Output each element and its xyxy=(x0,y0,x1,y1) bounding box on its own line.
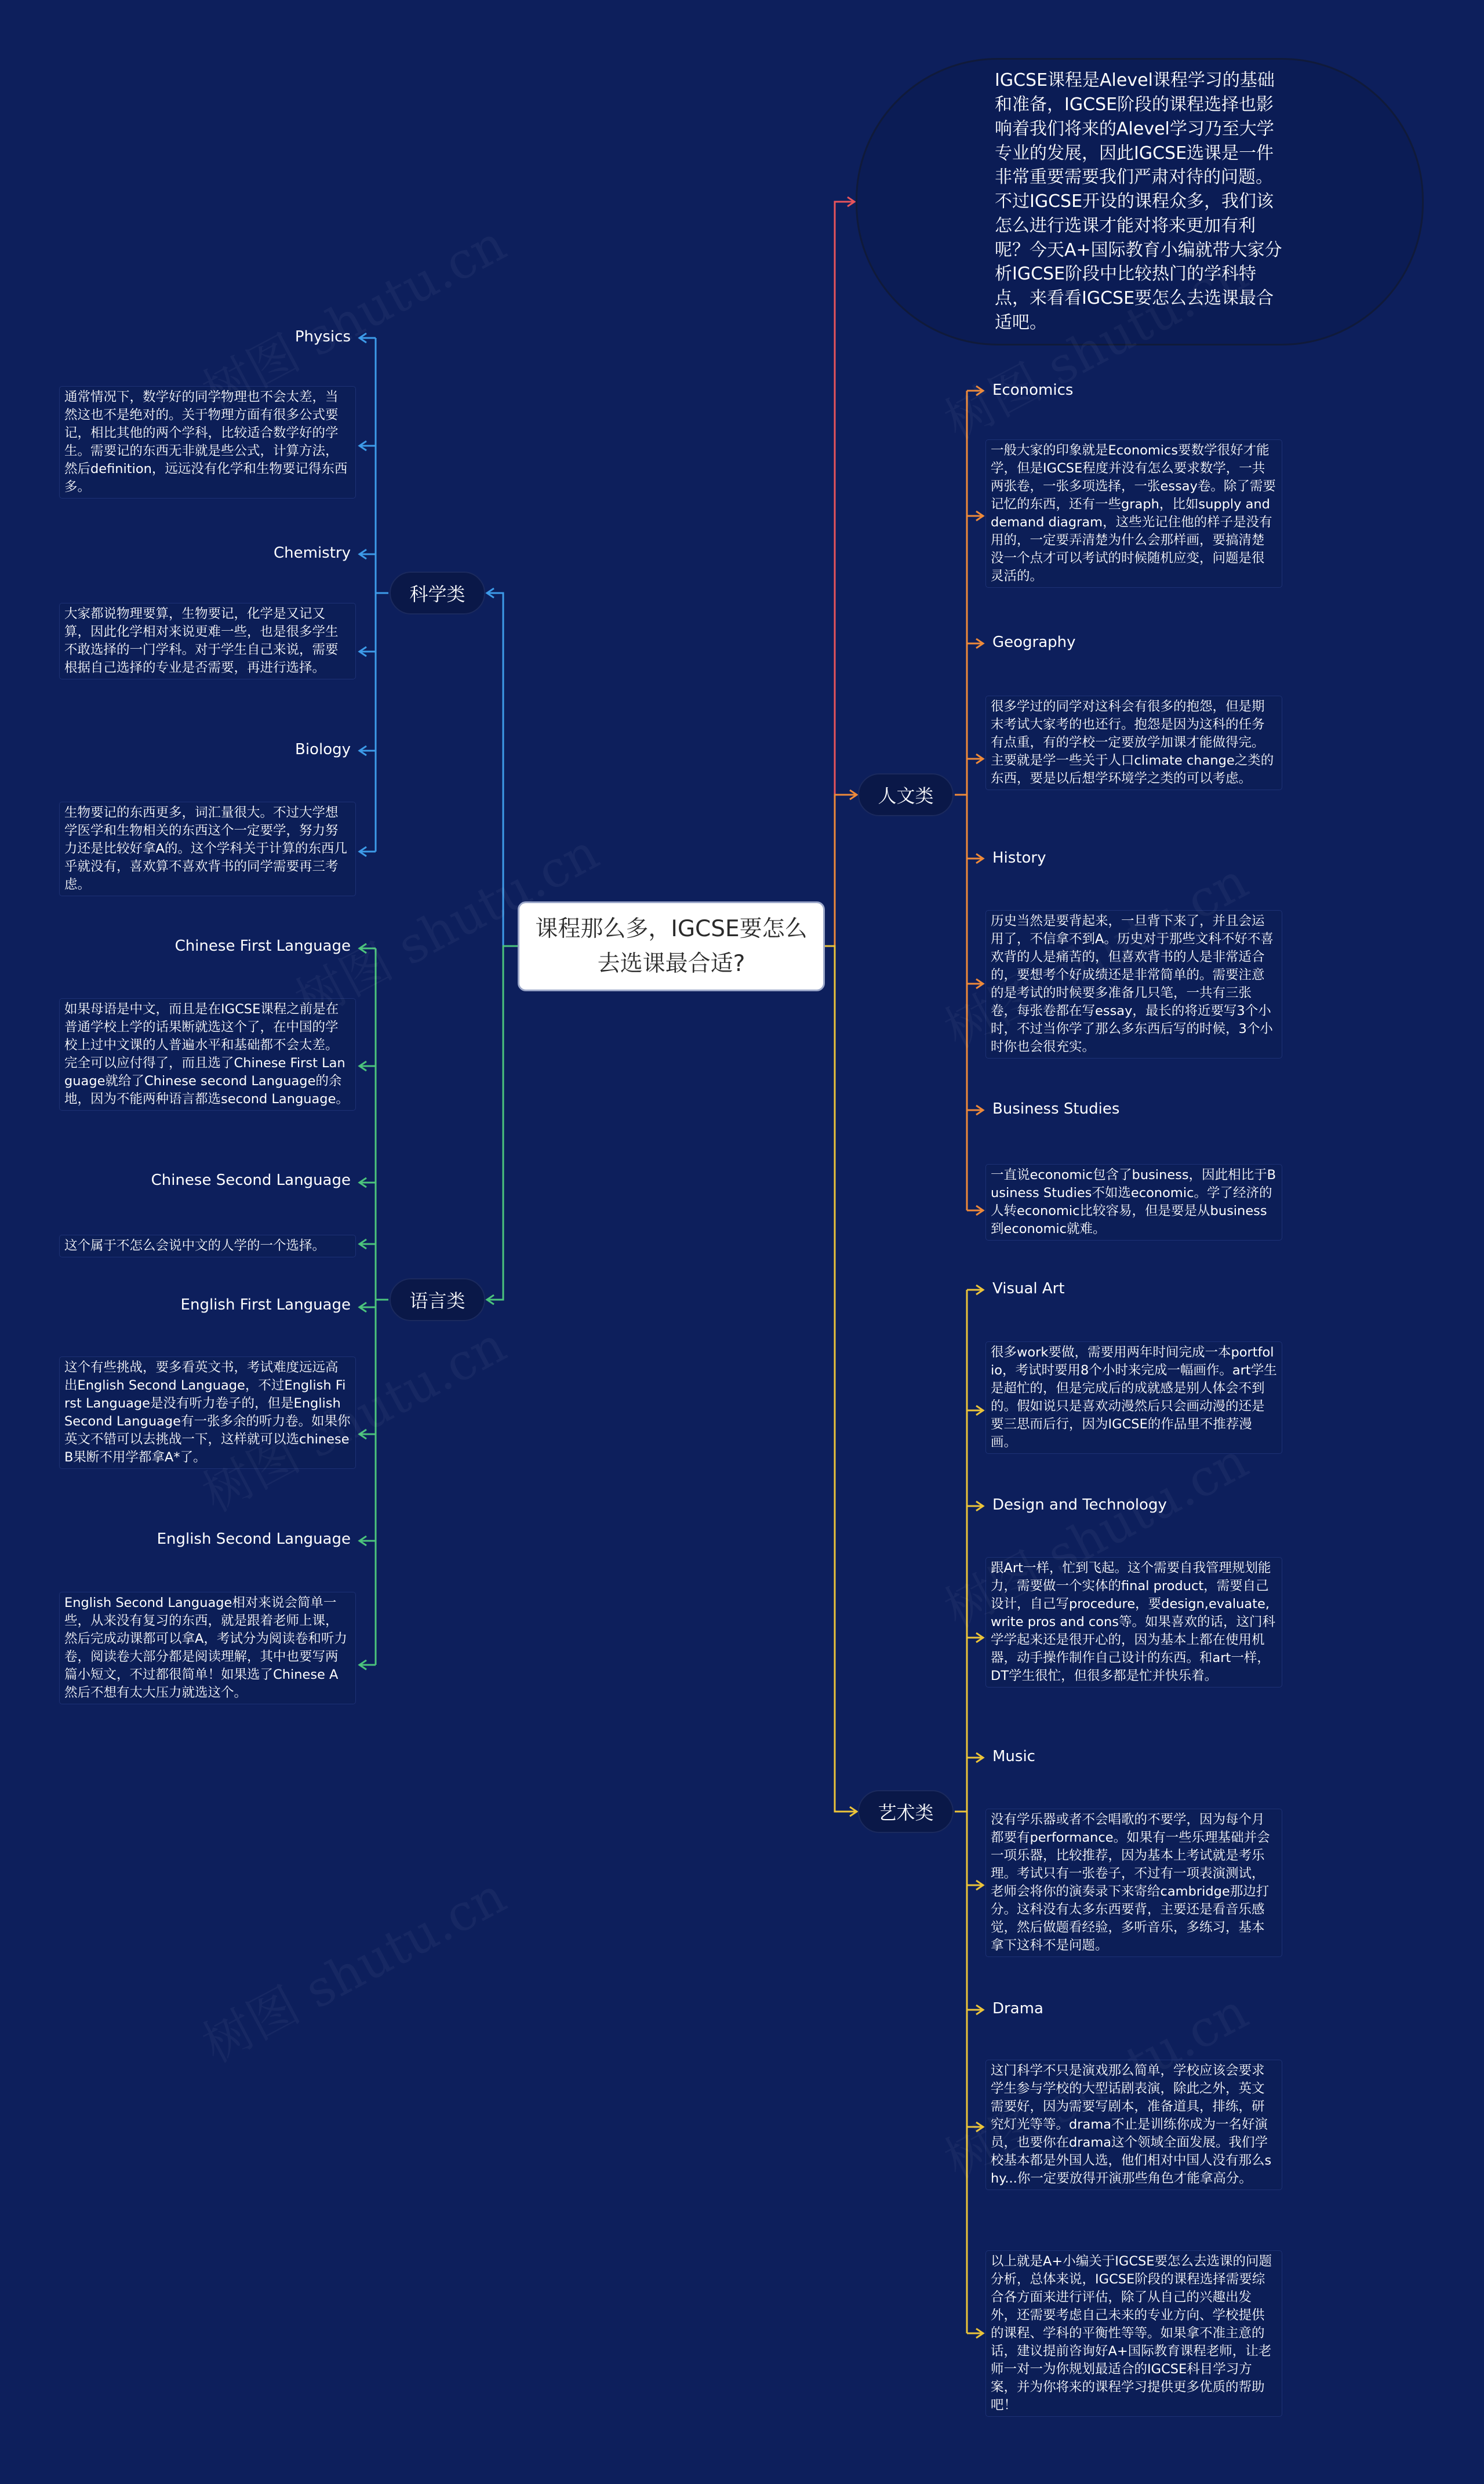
conclusion-text: 以上就是A+小编关于IGCSE要怎么去选课的问题分析，总体来说，IGCSE阶段的课程选择需要综合各方面来进行评估，除了从自己的兴趣出发外，还需要考虑自己未来的专业方向、学校提供的课程、学科的平衡性等等。如果拿不准主意的话，建议提前咨询好A+国际教育课程老师，让老师一对一为你规划最适合的IGCSE科目学习方案，并为你将来的课程学习提供更多优质的帮助吧！ xyxy=(985,2250,1282,2417)
leaf-drama[interactable]: Drama xyxy=(992,2000,1043,2017)
intro-text: IGCSE课程是Alevel课程学习的基础和准备，IGCSE阶段的课程选择也影响着我们将来的Alevel学习乃至大学专业的发展，因此IGCSE选课是一件非常重要需要我们严肃对待的问题。不过IGCSE开设的课程众多，我们该怎么进行选课才能对将来更加有利呢？今天A+国际教育小编就带大家分析IGCSE阶段中比较热门的学科特点，来看看IGCSE要怎么去选课最合适吧。 xyxy=(995,70,1282,333)
desc-economics: 一般大家的印象就是Economics要数学很好才能学，但是IGCSE程度并没有怎么要求数学，一共两张卷，一张多项选择，一张essay卷。除了需要记忆的东西，还有一些graph，比如supply and demand diagram，这些光记住他的样子是没有用的，一定要弄清楚为什么会那样画，要搞清楚没一个点才可以考试的时候随机应变，问题是很灵活的。 xyxy=(985,439,1282,588)
branch-arts-label: 艺术类 xyxy=(878,1802,934,1824)
branch-humanities[interactable] xyxy=(858,773,954,816)
desc-history: 历史当然是要背起来，一旦背下来了，并且会运用了，不信拿不到A。历史对于那些文科不好不喜欢背的人是痛苦的，但喜欢背书的人是非常适合的，要想考个好成绩还是非常简单的。需要注意的是考试的时候要多准备几只笔，一共有三张卷，每张卷都在写essay，最长的将近要写3个小时，不过当你学了那么多东西后写的时候，3个小时你也会很充实。 xyxy=(985,910,1282,1059)
desc-chemistry: 大家都说物理要算，生物要记，化学是又记又算，因此化学相对来说更难一些，也是很多学生不敢选择的一门学科。对于学生自己来说，需要根据自己选择的专业是否需要，再进行选择。 xyxy=(59,603,356,679)
desc-business: 一直说economic包含了business，因此相比于Business Studies不如选economic。学了经济的人转economic比较容易，但是要是从business到economic就难。 xyxy=(985,1164,1282,1241)
leaf-physics[interactable]: Physics xyxy=(294,328,351,345)
desc-physics: 通常情况下，数学好的同学物理也不会太差，当然这也不是绝对的。关于物理方面有很多公式要记，相比其他的两个学科，比较适合数学好的学生。需要记的东西无非就是些公式，计算方法，然后definition，远远没有化学和生物要记得东西多。 xyxy=(59,386,356,499)
leaf-chinese-first[interactable]: Chinese First Language xyxy=(174,937,351,955)
desc-drama: 这门科学不只是演戏那么简单，学校应该会要求学生参与学校的大型话剧表演，除此之外，英文需要好，因为需要写剧本，准备道具，排练，研究灯光等等。drama不止是训练你成为一名好演员，也要你在drama这个领域全面发展。我们学校基本都是外国人选，他们相对中国人没有那么shy...你一定要放得开演那些角色才能拿高分。 xyxy=(985,2060,1282,2190)
desc-geography: 很多学过的同学对这科会有很多的抱怨，但是期末考试大家考的也还行。抱怨是因为这科的任务有点重，有的学校一定要放学加课才能做得完。主要就是学一些关于人口climate change之类的东西，要是以后想学环境学之类的可以考虑。 xyxy=(985,696,1282,790)
desc-english-first: 这个有些挑战，要多看英文书，考试难度远远高出English Second Language，不过English First Language是没有听力卷子的，但是English Second Language有一张多余的听力卷。如果你英文不错可以去挑战一下，这样就可以选chinese B果断不用学都拿A*了。 xyxy=(59,1356,356,1469)
leaf-music[interactable]: Music xyxy=(992,1748,1035,1765)
branch-language-label: 语言类 xyxy=(409,1290,465,1312)
leaf-business[interactable]: Business Studies xyxy=(992,1100,1120,1118)
link-root-branch xyxy=(487,593,518,946)
branch-humanities-label: 人文类 xyxy=(878,785,934,807)
branch-science-label: 科学类 xyxy=(409,583,465,605)
root-title: 课程那么多，IGCSE要怎么去选课最合适? xyxy=(535,915,808,977)
leaf-economics[interactable]: Economics xyxy=(992,381,1074,399)
desc-chinese-second: 这个属于不怎么会说中文的人学的一个选择。 xyxy=(59,1235,356,1257)
leaf-biology[interactable]: Biology xyxy=(295,741,351,758)
leaf-geography[interactable]: Geography xyxy=(992,634,1076,651)
branch-language[interactable] xyxy=(390,1278,485,1321)
leaf-history[interactable]: History xyxy=(992,849,1046,867)
link-root-branch xyxy=(487,946,518,1300)
link-root-branch xyxy=(825,946,857,1812)
branch-arts[interactable] xyxy=(858,1790,954,1833)
root-topic[interactable] xyxy=(518,901,825,991)
desc-music: 没有学乐器或者不会唱歌的不要学，因为每个月都要有performance。如果有一些乐理基础并会一项乐器，比较推荐，因为基本上考试就是考乐理。考试只有一张卷子，不过有一项表演测试，老师会将你的演奏录下来寄给cambridge那边打分。这科没有太多东西要背，主要还是看音乐感觉，然后做题看经验，多听音乐，多练习，基本拿下这科不是问题。 xyxy=(985,1809,1282,1957)
leaf-design-technology[interactable]: Design and Technology xyxy=(992,1496,1167,1514)
leaf-chemistry[interactable]: Chemistry xyxy=(274,544,351,562)
desc-english-second: English Second Language相对来说会简单一些，从来没有复习的东西，就是跟着老师上课，然后完成动课都可以拿A，考试分为阅读卷和听力卷，阅读卷大部分都是阅读理解，其中也要写两篇小短文，不过都很简单！如果选了Chinese A然后不想有太大压力就选这个。 xyxy=(59,1592,356,1704)
desc-chinese-first: 如果母语是中文，而且是在IGCSE课程之前是在普通学校上学的话果断就选这个了，在中国的学校上过中文课的人普遍水平和基础都不会太差。完全可以应付得了，而且选了Chinese First Language就给了Chinese second Language的余地，因为不能两种语言都选second Language。 xyxy=(59,998,356,1111)
leaf-visual-art[interactable]: Visual Art xyxy=(992,1280,1065,1297)
branch-science[interactable] xyxy=(390,572,485,614)
desc-visual-art: 很多work要做，需要用两年时间完成一本portfolio，考试时要用8个小时来完成一幅画作。art学生是超忙的，但是完成后的成就感是别人体会不到的。假如说只是喜欢动漫然后只会画动漫的还是要三思而后行，因为IGCSE的作品里不推荐漫画。 xyxy=(985,1341,1282,1454)
leaf-english-first[interactable]: English First Language xyxy=(180,1296,351,1314)
link-root-branch xyxy=(825,795,857,946)
intro-bubble[interactable] xyxy=(856,58,1424,345)
desc-biology: 生物要记的东西更多，词汇量很大。不过大学想学医学和生物相关的东西这个一定要学，努力努力还是比较好拿A的。这个学科关于计算的东西几乎就没有，喜欢算不喜欢背书的同学需要再三考虑。 xyxy=(59,802,356,896)
link-root-branch xyxy=(825,202,854,946)
leaf-english-second[interactable]: English Second Language xyxy=(157,1530,351,1548)
desc-design-technology: 跟Art一样，忙到飞起。这个需要自我管理规划能力，需要做一个实体的final product，需要自己设计，自己写procedure，要design,evaluate,write pros and cons等。如果喜欢的话，这门科学学起来还是很开心的，因为基本上都在使用机器，动手操作制作自己设计的东西。和art一样，DT学生很忙，但很多都是忙并快乐着。 xyxy=(985,1557,1282,1687)
leaf-chinese-second[interactable]: Chinese Second Language xyxy=(151,1172,351,1189)
